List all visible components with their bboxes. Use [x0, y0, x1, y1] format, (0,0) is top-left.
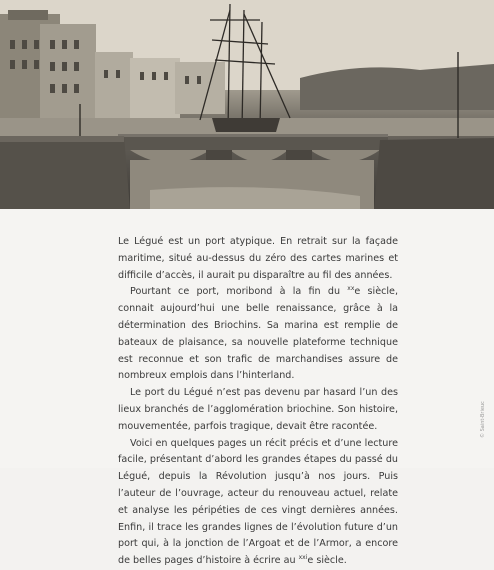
photo-credit: © Saint-Brieuc [480, 401, 486, 438]
paragraph-4: Voici en quelques pages un récit précis et d’une lecture facile, présentant d’abord les grandes étapes du passé du Légué, depuis la Révolution jusqu’à nos jours. Puis l’auteur de l’ouvrage, acteur du renouveau actuel, relate et analyse les péripéties de ces vingt dernières années. Enfin, il trace les grandes lignes de l’évolution future d’un port qui, à la jonction de l’Argoat et de l’Armor, a encore de belles pages d’histoire à écrire au $^{xxi}$e siècle. [118, 437, 398, 567]
description-text [118, 234, 398, 570]
historic-port-photo [0, 0, 494, 209]
paragraph-2: Pourtant ce port, moribond à la fin du $^{xx}$e siècle, connait aujourd’hui une belle renaissance, grâce à la détermination des Briochins. Sa marina est remplie de bateaux de plaisance, sa nouvelle plateforme technique est reconnue et son trafic de marchandises assure de nombreux emplois dans l’hinterland. [118, 285, 398, 382]
port-photo-illustration [0, 0, 494, 209]
page-body [0, 209, 494, 567]
paragraph-1: Le Légué est un port atypique. En retrait sur la façade maritime, situé au-dessus du zéro des cartes marines et difficile d’accès, il aurait pu disparaître au fil des années. [118, 236, 398, 281]
paragraph-3: Le port du Légué n’est pas devenu par hasard l’un des lieux branchés de l’agglomération briochine. Son histoire, mouvementée, parfois tragique, devait être racontée. [118, 387, 398, 432]
